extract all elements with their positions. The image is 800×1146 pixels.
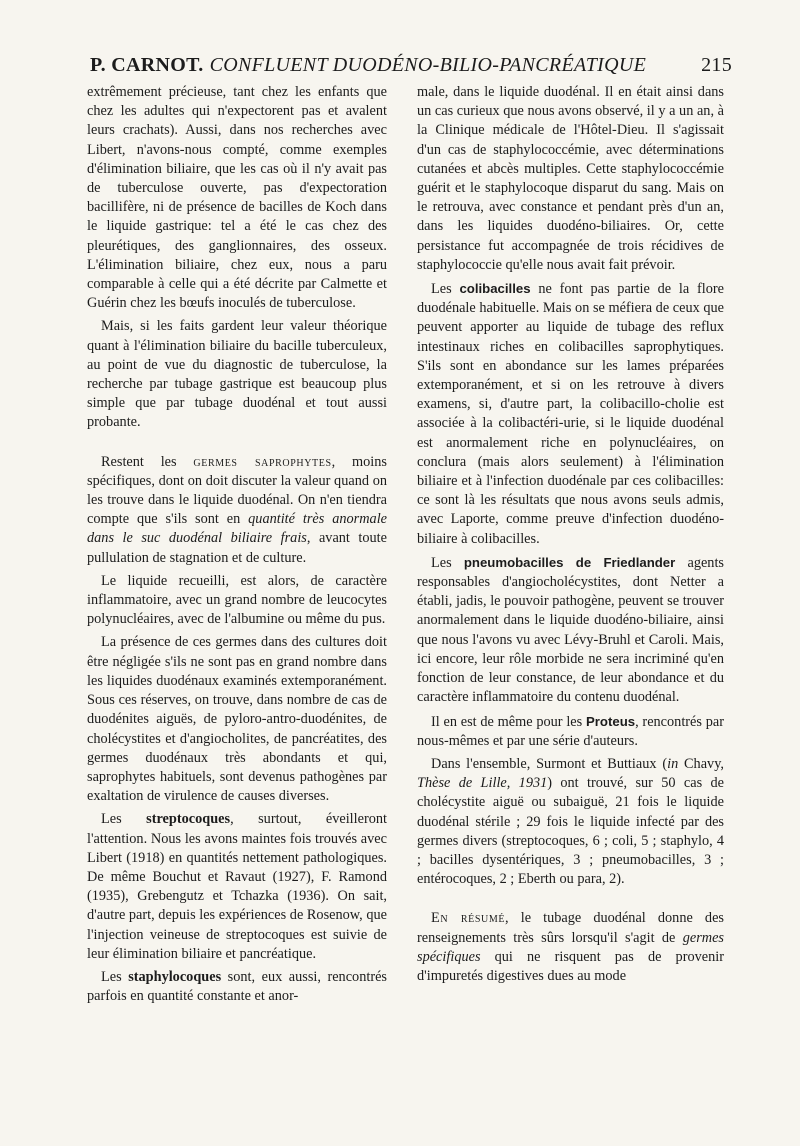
- italic-phrase: in: [667, 755, 679, 772]
- paragraph: Restent les germes saprophytes, moins spécifiques, dont on doit discuter la valeur quand on les trouve dans le liquide duodénal. On n'en tiendra compte que s'ils sont en quantité très anormale dans le suc duodénal biliaire frais, avant toute pullulation de stagnation et de culture.: [87, 453, 388, 566]
- paragraph: Il en est de même pour les Proteus, rencontrés par nous-mêmes et par une série d'auteurs.: [417, 713, 724, 749]
- small-caps-term: germes saprophytes: [193, 453, 332, 470]
- paragraph: Les pneumobacilles de Friedlander agents responsables d'angiocholécystites, dont Netter a établi, jadis, le pouvoir pathogène, peuvent se trouver anormalement dans le liquide duodéno-biliaire, ainsi que nous l'avons vu avec Lévy-Bruhl et Caroli. Mais, ici encore, leur rôle morbide ne sera incriminé qu'en fonction de leur constance, de leur abondance et du caractère inflammatoire du contenu duodénal.: [417, 554, 724, 706]
- left-column: [87, 83, 387, 1006]
- paragraph: Les streptocoques, surtout, éveilleront l'attention. Nous les avons maintes fois trouvés avec Libert (1918) en quantités nettement pathologiques. De même Bouchut et Ravaut (1927), F. Ramond (1935), Grebengutz et Tchazka (1936). On sait, d'autre part, depuis les expériences de Rosenow, que l'injection veineuse de streptocoques est suivie de leur élimination biliaire et pancréatique.: [87, 811, 387, 962]
- bold-term: staphylocoques: [128, 968, 222, 985]
- paragraph: male, dans le liquide duodénal. Il en était ainsi dans un cas curieux que nous avons observé, il y a un an, à la Clinique médicale de l'Hôtel-Dieu. Il s'agissait d'un cas de staphylococcémie, avec déterminations cutanées et abcès multiples. Cette staphylococcémie guérit et le staphylocoque disparut du sang. Mais on le retrouva, avec constance et pendant près d'un an, dans les liquides duodéno-biliaires. Or, cette persistance fut accompagnée de trois récidives de staphylococcie qu'elle nous avait fait prévoir.: [417, 84, 724, 273]
- small-caps-term: En résumé: [431, 910, 506, 927]
- right-column: [417, 83, 724, 986]
- bold-term: colibacilles: [459, 281, 531, 297]
- italic-phrase: quantité très anormale dans le suc duodénal biliaire frais: [87, 511, 388, 547]
- header-author: P. CARNOT.: [90, 54, 204, 76]
- running-header: [90, 50, 740, 80]
- header-title: CONFLUENT DUODÉNO-BILIO-PANCRÉATIQUE: [209, 54, 647, 76]
- paragraph: Le liquide recueilli, est alors, de caractère inflammatoire, avec un grand nombre de leucocytes polynucléaires, avec de l'albumine ou même du pus.: [87, 572, 387, 628]
- page-number: 215: [701, 54, 732, 76]
- bold-term: streptocoques: [146, 811, 231, 828]
- bold-term: pneumobacilles de Friedlander: [463, 554, 676, 570]
- paragraph: Les staphylocoques sont, eux aussi, rencontrés parfois en quantité constante et anor-: [87, 968, 387, 1005]
- paragraph: Dans l'ensemble, Surmont et Buttiaux (in Chavy, Thèse de Lille, 1931) ont trouvé, sur 50 cas de cholécystite aiguë ou subaiguë, 21 fois le liquide duodénal stérile ; 29 fois le liquide infecté par des germes divers (streptocoques, 6 ; coli, 5 ; staphylo, 4 ; bacilles dysentériques, 3 ; pneumobacilles, 3 ; entérocoques, 2 ; Eberth ou para, 2).: [417, 755, 725, 888]
- italic-phrase: Thèse de Lille, 1931: [417, 775, 548, 792]
- paragraph: Les colibacilles ne font pas partie de la flore duodénale habituelle. Mais on se méfiera de ceux que peuvent apporter au liquide de tubage des reflux intestinaux riches en colibacilles saprophytiques. S'ils sont en abondance sur les lames préparées extemporanément, et si on les retrouve à divers examens, si, d'autre part, la colibacillo-cholie est associée à la colibactéri-urie, si le liquide duodénal est anormalement riche en polynucléaires, on conclura (mais alors seulement) à l'élimination biliaire et à l'infection duodénale par ces colibacilles: ce sont là les résultats que nous avons seuls admis, avec Laporte, comme preuve d'infection duodéno-biliaire à colibacilles.: [417, 281, 724, 547]
- italic-phrase: germes spécifiques: [417, 929, 724, 965]
- paragraph: Mais, si les faits gardent leur valeur théorique quant à l'élimination biliaire du bacille tuberculeux, au point de vue du diagnostic de tuberculose, la recherche par tubage gastrique est beaucoup plus simple que par tubage duodénal et tout aussi probante.: [87, 318, 387, 431]
- paragraph: La présence de ces germes dans des cultures doit être négligée s'ils ne sont pas en grand nombre dans les liquides duodénaux examinés extemporanément. Sous ces réserves, on trouve, dans nombre de cas de duodénites aiguës, de pyloro-antro-duodénites, de cholécystites et d'angiocholites, de pancréatites, des germes duodénaux très abondants et qui, saprophytes habituels, sont devenus pathogènes par exaltation de virulence de causes diverses.: [87, 634, 387, 805]
- bold-term: Proteus: [585, 713, 636, 729]
- paragraph: extrêmement précieuse, tant chez les enfants que chez les adultes qui n'expectorent pas et avalent leurs crachats). Aussi, dans nos recherches avec Libert, n'avons-nous compté, comme exemples d'élimination biliaire, que les cas où il n'y avait pas de tuberculose ouverte, pas d'expectoration bacillifère, ni de présence de bacilles de Koch dans le liquide gastrique: tel a été le cas chez des pleurétiques, des ganglionnaires, des osseux. L'élimination biliaire, chez eux, nous a paru comparable à celle qui a été décrite par Calmette et Guérin chez les bœufs inoculés de tuberculose.: [87, 84, 387, 312]
- paragraph: En résumé, le tubage duodénal donne des renseignements très sûrs lorsqu'il s'agit de germes spécifiques qui ne risquent pas de provenir d'impuretés digestives dues au mode: [417, 910, 724, 984]
